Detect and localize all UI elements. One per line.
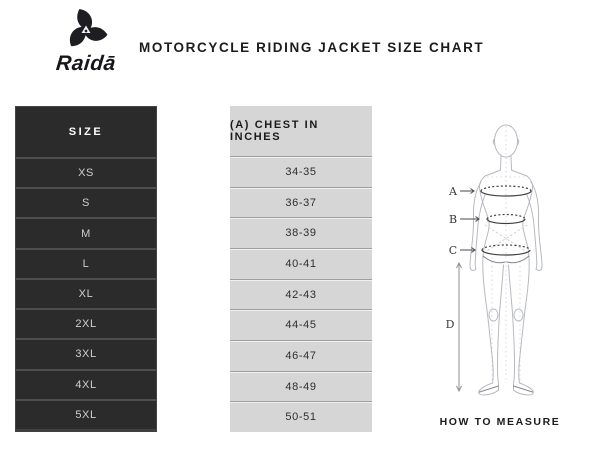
- chest-row: 42-43: [230, 279, 372, 310]
- chest-row: 46-47: [230, 340, 372, 371]
- chest-row: 34-35: [230, 156, 372, 187]
- size-row: S: [16, 187, 156, 217]
- chest-row: 44-45: [230, 309, 372, 340]
- brand-logo: [44, 6, 128, 76]
- size-row: XL: [16, 278, 156, 308]
- label-chest-a: A: [449, 185, 457, 198]
- spinner-logo-icon: [61, 6, 111, 54]
- brand-name: Raidā: [55, 52, 118, 75]
- size-row: 4XL: [16, 369, 156, 399]
- chest-table: [230, 106, 372, 432]
- size-table-header: SIZE: [68, 126, 104, 138]
- chest-table-header: (A) CHEST IN INCHES: [230, 119, 319, 143]
- how-to-measure-caption: HOW TO MEASURE: [439, 416, 561, 428]
- label-length-d: D: [445, 318, 455, 331]
- label-hip-c: C: [448, 244, 458, 257]
- size-row: 2XL: [16, 308, 156, 338]
- size-row: L: [16, 248, 156, 278]
- size-row: M: [16, 217, 156, 247]
- page-title: MOTORCYCLE RIDING JACKET SIZE CHART: [139, 40, 485, 55]
- size-row: XS: [16, 157, 156, 187]
- chest-row: 50-51: [230, 401, 372, 432]
- size-table: [15, 106, 157, 432]
- label-waist-b: B: [448, 213, 458, 226]
- chest-row: 40-41: [230, 248, 372, 279]
- mannequin-diagram-icon: [435, 95, 585, 405]
- chest-row: 48-49: [230, 371, 372, 402]
- measurement-figure: [435, 95, 585, 405]
- size-row: 3XL: [16, 338, 156, 368]
- size-row: 5XL: [16, 399, 156, 429]
- length-measure-line: [457, 263, 462, 391]
- chest-row: 36-37: [230, 187, 372, 218]
- chest-row: 38-39: [230, 217, 372, 248]
